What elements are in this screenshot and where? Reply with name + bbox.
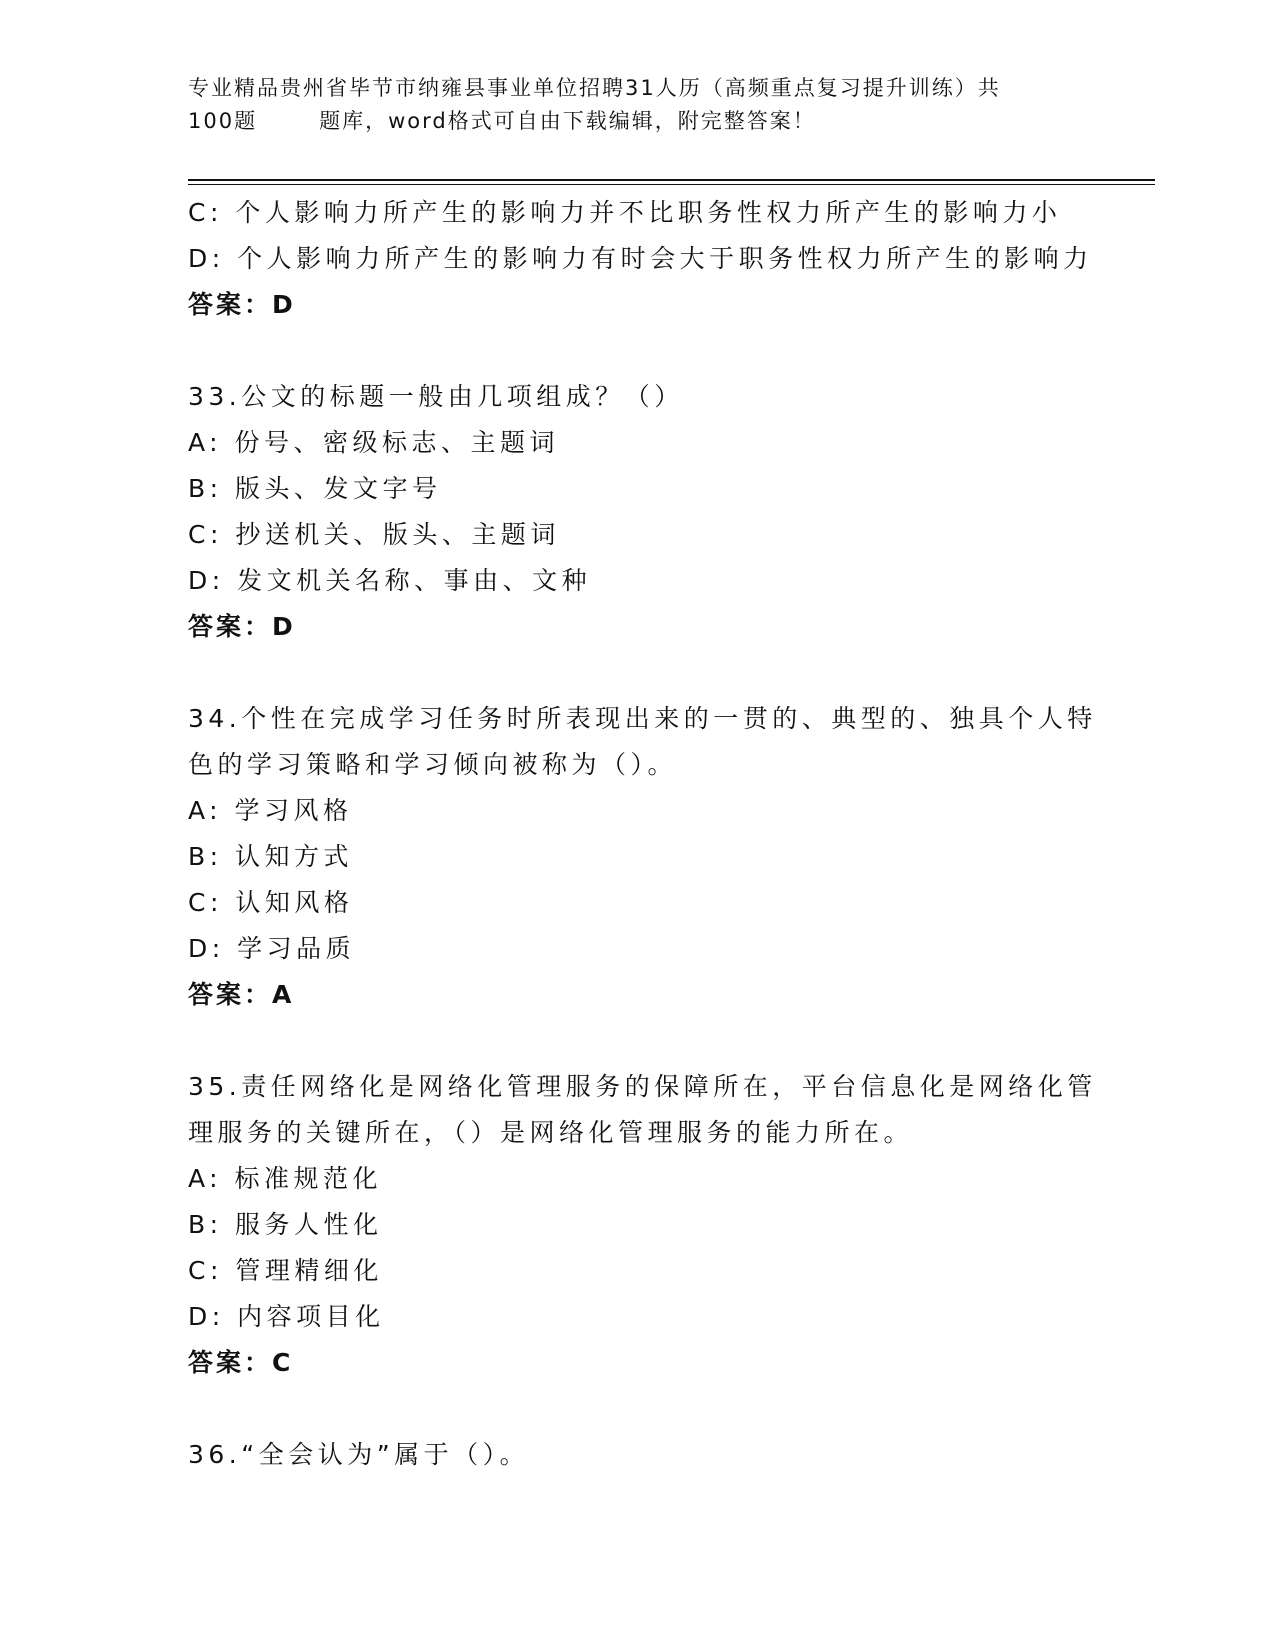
- document-header: [188, 72, 1088, 138]
- option-a: A: 学习风格: [188, 796, 353, 825]
- question-stem-line-1: 35.责任网络化是网络化管理服务的保障所在，平台信息化是网络化管: [188, 1072, 1097, 1101]
- option-b: B: 版头、发文字号: [188, 474, 442, 503]
- answer-line: 答案：C: [188, 1348, 294, 1377]
- header-title-line-2: [188, 105, 1088, 138]
- question-stem-line-2: 色的学习策略和学习倾向被称为（）。: [188, 750, 678, 779]
- question-36: [188, 1432, 1088, 1478]
- answer-line: 答案：D: [188, 290, 296, 319]
- question-34: [188, 696, 1097, 1018]
- header-title-line-1: 专业精品贵州省毕节市纳雍县事业单位招聘31人历（高频重点复习提升训练）共: [188, 76, 1001, 100]
- answer-line: 答案：D: [188, 612, 296, 641]
- option-c: C: 管理精细化: [188, 1256, 383, 1285]
- option-d: D: 内容项目化: [188, 1302, 385, 1331]
- header-title-line-2-start: 100题: [188, 109, 258, 133]
- answer-line: 答案：A: [188, 980, 295, 1009]
- option-d: D: 学习品质: [188, 934, 356, 963]
- question-35: [188, 1064, 1097, 1386]
- option-a: A: 标准规范化: [188, 1164, 383, 1193]
- option-c: C: 抄送机关、版头、主题词: [188, 520, 560, 549]
- option-c: C: 认知风格: [188, 888, 354, 917]
- question-stem: 33.公文的标题一般由几项组成？（）: [188, 382, 684, 411]
- option-d: D: 个人影响力所产生的影响力有时会大于职务性权力所产生的影响力: [188, 244, 1093, 273]
- option-b: B: 认知方式: [188, 842, 354, 871]
- option-a: A: 份号、密级标志、主题词: [188, 428, 560, 457]
- option-c: C: 个人影响力所产生的影响力并不比职务性权力所产生的影响力小: [188, 198, 1062, 227]
- option-b: B: 服务人性化: [188, 1210, 383, 1239]
- question-stem: 36.“全会认为”属于（）。: [188, 1440, 530, 1469]
- option-d: D: 发文机关名称、事由、文种: [188, 566, 592, 595]
- question-list: [188, 190, 1097, 1478]
- question-stem-line-2: 理服务的关键所在，（）是网络化管理服务的能力所在。: [188, 1118, 914, 1147]
- header-title-line-2-end: 题库，word格式可自由下载编辑，附完整答案！: [319, 109, 816, 133]
- header-divider-thick: [188, 179, 1155, 181]
- header-divider-thin: [188, 184, 1155, 185]
- question-stem-line-1: 34.个性在完成学习任务时所表现出来的一贯的、典型的、独具个人特: [188, 704, 1097, 733]
- continued-question: [188, 190, 1093, 328]
- question-33: [188, 374, 1088, 650]
